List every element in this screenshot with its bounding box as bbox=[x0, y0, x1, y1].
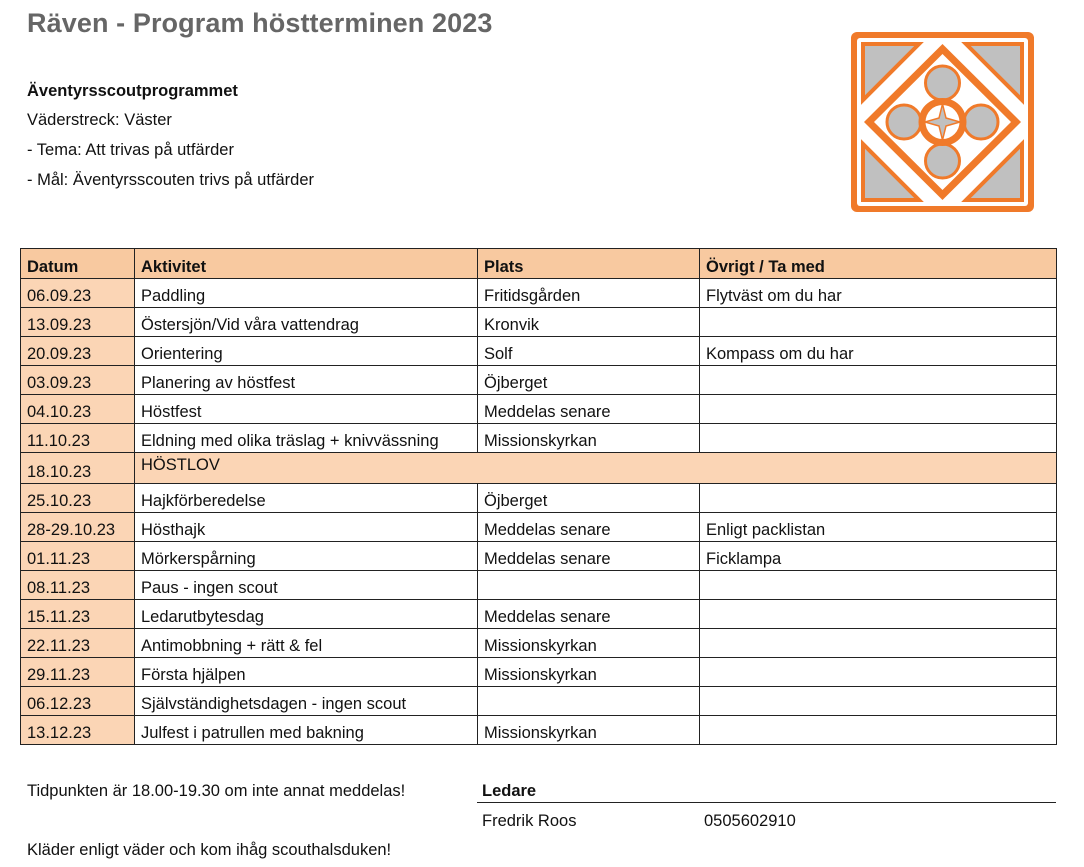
holiday-label: HÖSTLOV bbox=[135, 453, 1057, 484]
other-cell: Ficklampa bbox=[700, 542, 1057, 571]
table-row bbox=[21, 395, 1057, 424]
activity-cell: Mörkerspårning bbox=[135, 542, 478, 571]
activity-cell: Paus - ingen scout bbox=[135, 571, 478, 600]
table-row bbox=[21, 687, 1057, 716]
activity-cell: Antimobbning + rätt & fel bbox=[135, 629, 478, 658]
place-cell bbox=[478, 687, 700, 716]
activity-cell: Ledarutbytesdag bbox=[135, 600, 478, 629]
place-cell: Solf bbox=[478, 337, 700, 366]
leader-heading: Ledare bbox=[482, 782, 537, 800]
other-cell bbox=[700, 484, 1057, 513]
column-header-date: Datum bbox=[21, 249, 135, 279]
activity-cell: Paddling bbox=[135, 279, 478, 308]
place-cell: Missionskyrkan bbox=[478, 629, 700, 658]
activity-cell: Hajkförberedelse bbox=[135, 484, 478, 513]
table-row bbox=[21, 629, 1057, 658]
holiday-row bbox=[21, 453, 1057, 484]
table-row bbox=[21, 513, 1057, 542]
date-cell: 06.09.23 bbox=[21, 279, 135, 308]
table-row bbox=[21, 484, 1057, 513]
place-cell: Missionskyrkan bbox=[478, 716, 700, 745]
other-cell bbox=[700, 395, 1057, 424]
leader-name: Fredrik Roos bbox=[482, 812, 577, 830]
leader-phone: 0505602910 bbox=[704, 812, 796, 830]
other-cell bbox=[700, 687, 1057, 716]
other-cell bbox=[700, 366, 1057, 395]
table-header-row bbox=[21, 249, 1057, 279]
table-row bbox=[21, 716, 1057, 745]
column-header-other: Övrigt / Ta med bbox=[700, 249, 1057, 279]
column-header-place: Plats bbox=[478, 249, 700, 279]
date-cell: 08.11.23 bbox=[21, 571, 135, 600]
date-cell: 13.12.23 bbox=[21, 716, 135, 745]
divider bbox=[477, 802, 1056, 803]
place-cell: Missionskyrkan bbox=[478, 658, 700, 687]
table-row bbox=[21, 571, 1057, 600]
scout-emblem-icon bbox=[849, 30, 1036, 214]
place-cell: Meddelas senare bbox=[478, 600, 700, 629]
program-goal: - Mål: Äventyrsscouten trivs på utfärder bbox=[27, 171, 315, 189]
other-cell: Enligt packlistan bbox=[700, 513, 1057, 542]
date-cell: 04.10.23 bbox=[21, 395, 135, 424]
date-cell: 18.10.23 bbox=[21, 453, 135, 484]
place-cell bbox=[478, 571, 700, 600]
date-cell: 13.09.23 bbox=[21, 308, 135, 337]
column-header-activity: Aktivitet bbox=[135, 249, 478, 279]
table-row bbox=[21, 308, 1057, 337]
activity-cell: Planering av höstfest bbox=[135, 366, 478, 395]
other-cell: Kompass om du har bbox=[700, 337, 1057, 366]
table-row bbox=[21, 337, 1057, 366]
date-cell: 20.09.23 bbox=[21, 337, 135, 366]
activity-cell: Östersjön/Vid våra vattendrag bbox=[135, 308, 478, 337]
activity-cell: Eldning med olika träslag + knivvässning bbox=[135, 424, 478, 453]
place-cell: Fritidsgården bbox=[478, 279, 700, 308]
activity-cell: Första hjälpen bbox=[135, 658, 478, 687]
place-cell: Meddelas senare bbox=[478, 513, 700, 542]
activity-cell: Orientering bbox=[135, 337, 478, 366]
date-cell: 28-29.10.23 bbox=[21, 513, 135, 542]
table-row bbox=[21, 658, 1057, 687]
other-cell bbox=[700, 716, 1057, 745]
place-cell: Öjberget bbox=[478, 484, 700, 513]
other-cell bbox=[700, 600, 1057, 629]
place-cell: Meddelas senare bbox=[478, 395, 700, 424]
date-cell: 15.11.23 bbox=[21, 600, 135, 629]
activity-cell: Höstfest bbox=[135, 395, 478, 424]
place-cell: Öjberget bbox=[478, 366, 700, 395]
place-cell: Missionskyrkan bbox=[478, 424, 700, 453]
table-row bbox=[21, 424, 1057, 453]
program-direction: Väderstreck: Väster bbox=[27, 111, 172, 129]
date-cell: 06.12.23 bbox=[21, 687, 135, 716]
date-cell: 11.10.23 bbox=[21, 424, 135, 453]
table-row bbox=[21, 542, 1057, 571]
page-title: Räven - Program höstterminen 2023 bbox=[27, 8, 493, 38]
date-cell: 25.10.23 bbox=[21, 484, 135, 513]
other-cell bbox=[700, 308, 1057, 337]
program-name: Äventyrsscoutprogrammet bbox=[27, 82, 238, 100]
table-row bbox=[21, 366, 1057, 395]
activity-cell: Självständighetsdagen - ingen scout bbox=[135, 687, 478, 716]
other-cell bbox=[700, 571, 1057, 600]
date-cell: 03.09.23 bbox=[21, 366, 135, 395]
program-theme: - Tema: Att trivas på utfärder bbox=[27, 141, 234, 159]
other-cell: Flytväst om du har bbox=[700, 279, 1057, 308]
date-cell: 29.11.23 bbox=[21, 658, 135, 687]
other-cell bbox=[700, 424, 1057, 453]
activity-cell: Hösthajk bbox=[135, 513, 478, 542]
place-cell: Meddelas senare bbox=[478, 542, 700, 571]
table-row bbox=[21, 600, 1057, 629]
table-row bbox=[21, 279, 1057, 308]
other-cell bbox=[700, 629, 1057, 658]
clothes-note: Kläder enligt väder och kom ihåg scouthalsduken! bbox=[27, 841, 392, 859]
other-cell bbox=[700, 658, 1057, 687]
date-cell: 01.11.23 bbox=[21, 542, 135, 571]
place-cell: Kronvik bbox=[478, 308, 700, 337]
schedule-table bbox=[20, 248, 1057, 745]
date-cell: 22.11.23 bbox=[21, 629, 135, 658]
time-note: Tidpunkten är 18.00-19.30 om inte annat meddelas! bbox=[27, 782, 406, 800]
activity-cell: Julfest i patrullen med bakning bbox=[135, 716, 478, 745]
